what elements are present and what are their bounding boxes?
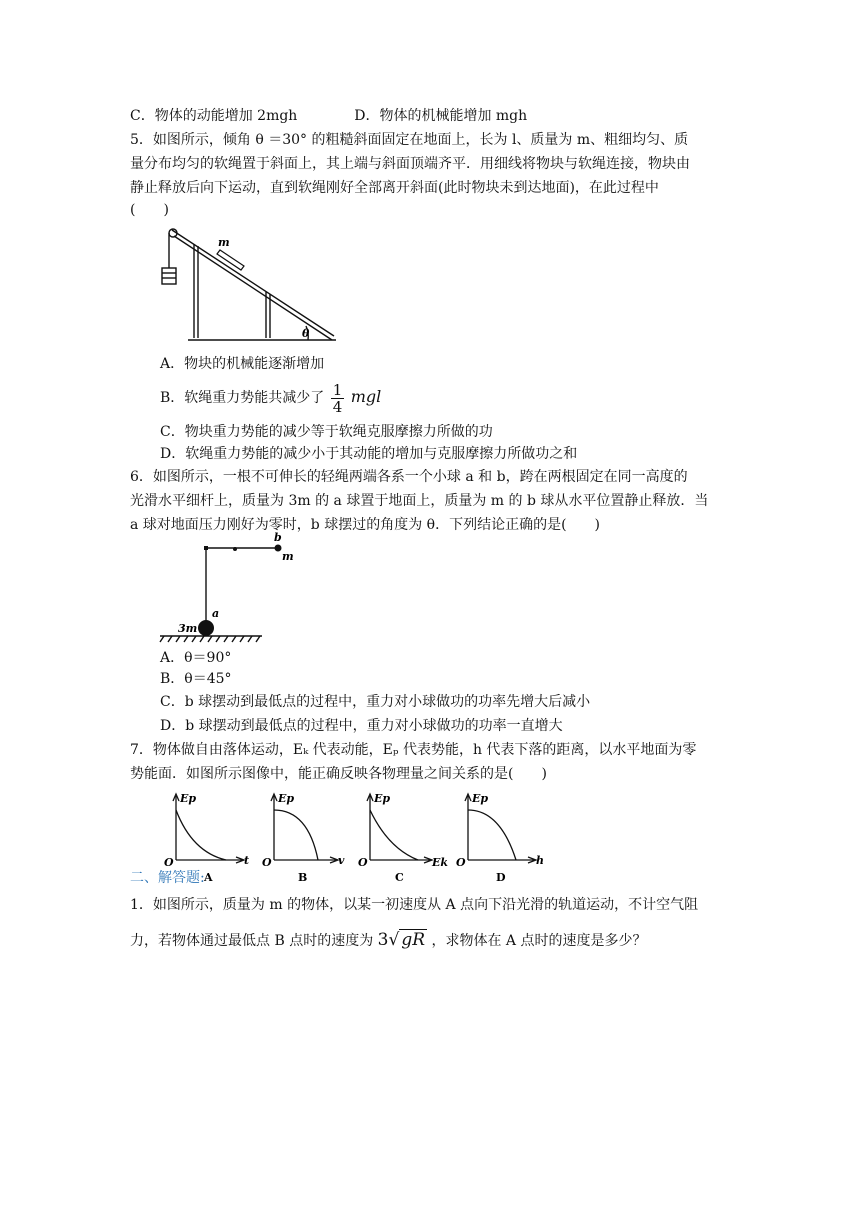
- q7-graph-b-letter: B: [298, 871, 308, 884]
- q7-graph-b-origin: O: [262, 856, 272, 869]
- q5-stem-line3: 静止释放后向下运动，直到软绳刚好全部离开斜面(此时物块未到达地面)，在此过程中: [130, 180, 659, 196]
- q7-graph-d-origin: O: [456, 856, 466, 869]
- q6-option-b: B．θ＝45°: [160, 671, 232, 687]
- s2-q1-line1: 1．如图所示，质量为 m 的物体，以某一初速度从 A 点向下沿光滑的轨道运动，不计空气阻: [130, 897, 699, 913]
- s2-q1-line2-suffix: ，求物体在 A 点时的速度是多少？: [431, 933, 647, 949]
- s2-q1-coefficient: 3: [377, 930, 389, 950]
- q6-pendulum-figure: [160, 531, 294, 644]
- q7-graph-c: [358, 790, 458, 882]
- q4-option-d: D．物体的机械能增加 mgh: [354, 108, 528, 124]
- s2-q1-radicand: gR: [401, 930, 425, 950]
- q5-mass-label: m: [218, 236, 230, 249]
- q6-stem-line1: 6．如图所示，一根不可伸长的轻绳两端各系一个小球 a 和 b，跨在两根固定在同一高度的: [130, 469, 688, 485]
- sqrt-sign-icon: √: [388, 930, 400, 950]
- q6-mass-b-label: m: [282, 550, 294, 563]
- q6-option-d: D．b 球摆动到最低点的过程中，重力对小球做功的功率一直增大: [160, 718, 563, 734]
- q7-graph-a-ylabel: Ep: [180, 792, 197, 805]
- q7-graph-d-xlabel: h: [536, 854, 544, 867]
- q5-option-b: [160, 378, 381, 417]
- q5-incline-figure: [158, 222, 340, 344]
- q5-option-c: C．物块重力势能的减少等于软绳克服摩擦力所做的功: [160, 424, 493, 440]
- q7-graph-a-xlabel: t: [244, 854, 250, 867]
- q5-option-b-prefix: B．软绳重力势能共减少了: [160, 390, 325, 406]
- q5-option-b-suffix: mgl: [350, 387, 382, 406]
- q7-graph-b-xlabel: v: [338, 854, 345, 867]
- s2-q1-line2-prefix: 力，若物体通过最低点 B 点时的速度为: [130, 933, 374, 949]
- q6-stem-line3: a 球对地面压力刚好为零时，b 球摆过的角度为 θ．下列结论正确的是( ): [130, 517, 601, 533]
- q4-option-c: C．物体的动能增加 2mgh: [130, 108, 298, 124]
- q6-stem-line2: 光滑水平细杆上，质量为 3m 的 a 球置于地面上，质量为 m 的 b 球从水平位置静止释放．当: [130, 493, 709, 509]
- q7-graph-c-letter: C: [395, 871, 404, 884]
- q6-option-c: C．b 球摆动到最低点的过程中，重力对小球做功的功率先增大后减小: [160, 694, 591, 710]
- q5-stem-line2: 量分布均匀的软绳置于斜面上，其上端与斜面顶端齐平．用细线将物块与软绳连接，物块由: [130, 156, 690, 172]
- q7-stem-line1: 7．物体做自由落体运动，Eₖ 代表动能，Eₚ 代表势能，h 代表下落的距离，以水平地面为零: [130, 742, 697, 758]
- q7-graph-b-ylabel: Ep: [278, 792, 295, 805]
- s2-q1-line2: [130, 926, 646, 955]
- s2-q1-speed-formula: [378, 926, 427, 954]
- q6-ball-b-label: b: [274, 531, 282, 544]
- q6-option-a: A．θ＝90°: [160, 650, 232, 666]
- q7-stem-line2: 势能面．如图所示图像中，能正确反映各物理量之间关系的是( ): [130, 766, 547, 782]
- q7-graph-c-ylabel: Ep: [374, 792, 391, 805]
- q7-graph-c-origin: O: [358, 856, 368, 869]
- q7-graph-d-letter: D: [496, 871, 506, 884]
- q6-ball-a-label: a: [212, 607, 220, 620]
- q7-graph-d: [456, 790, 552, 882]
- q5-angle-label: θ: [302, 327, 310, 340]
- q5-fraction-denominator: 4: [332, 397, 343, 416]
- q6-mass-a-label: 3m: [178, 622, 198, 635]
- q5-option-b-fraction: [331, 382, 345, 415]
- q5-option-a: A．物块的机械能逐渐增加: [160, 356, 325, 372]
- q7-graph-b: [262, 790, 352, 882]
- q7-graph-a-letter: A: [204, 871, 213, 884]
- section-title: 二、解答题:: [130, 870, 205, 886]
- q5-stem-line4: ( ): [130, 202, 169, 218]
- q7-graph-a-origin: O: [164, 856, 174, 869]
- q7-graph-d-ylabel: Ep: [472, 792, 489, 805]
- q4-option-c-d: [130, 106, 527, 126]
- q7-graph-c-xlabel: Ek: [432, 856, 449, 869]
- q5-option-d: D．软绳重力势能的减少小于其动能的增加与克服摩擦力所做功之和: [160, 446, 578, 462]
- q5-stem-line1: 5．如图所示，倾角 θ ＝30° 的粗糙斜面固定在地面上，长为 l、质量为 m、粗细均匀、质: [130, 132, 689, 148]
- q5-fraction-numerator: 1: [332, 380, 343, 399]
